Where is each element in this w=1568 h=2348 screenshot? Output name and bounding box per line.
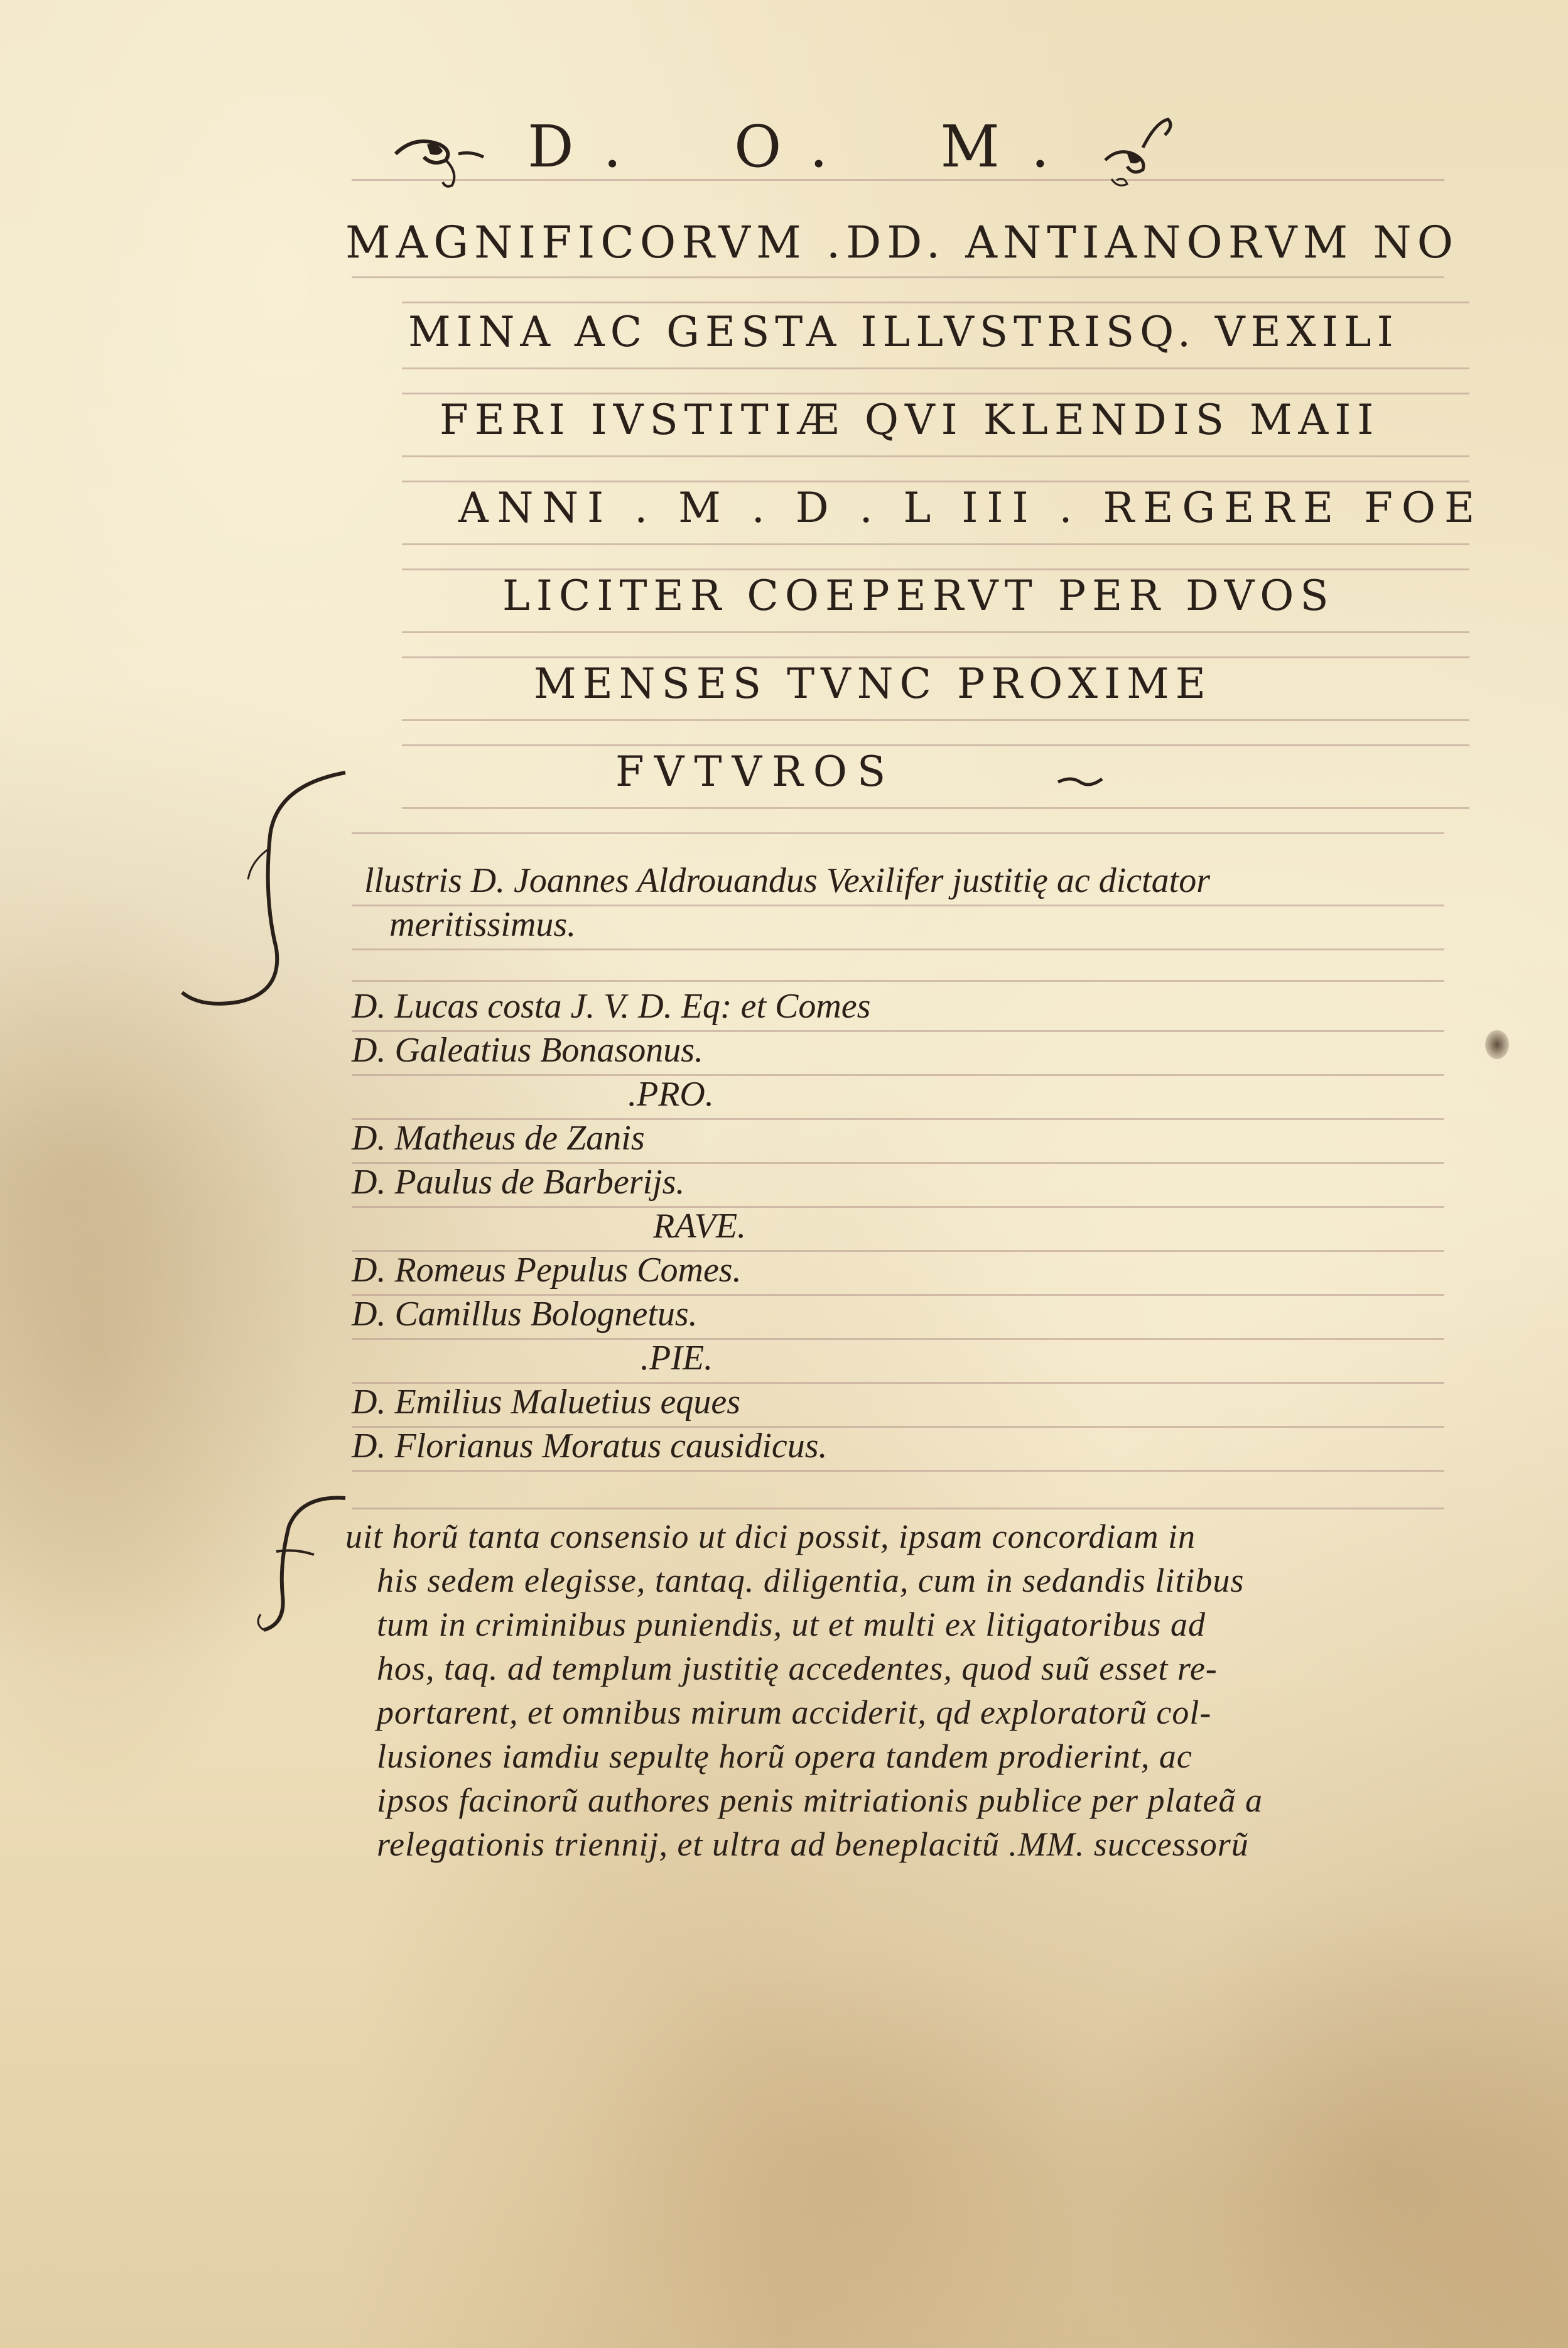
title-line: FERI IVSTITIÆ QVI KLENDIS MAII — [440, 396, 1380, 444]
narrative-line: his sedem elegisse, tantaq. diligentia, cum in sedandis litibus — [377, 1562, 1245, 1599]
name-entry: D. Galeatius Bonasonus. — [352, 1031, 703, 1070]
name-entry: D. Matheus de Zanis — [352, 1119, 645, 1158]
narrative-line: uit horũ tanta consensio ut dici possit, ipsam concordiam in — [345, 1518, 1196, 1555]
ruled-line — [402, 543, 1469, 545]
title-line: MENSES TVNC PROXIME — [534, 660, 1212, 708]
title-line: MINA AC GESTA ILLVSTRISQ. VEXILI — [408, 308, 1399, 356]
title-line: LICITER COEPERVT PER DVOS — [502, 572, 1335, 620]
narrative-line: lusiones iamdiu sepultę horũ opera tandem prodierint, ac — [377, 1737, 1192, 1775]
flourish-ornament — [1055, 769, 1105, 795]
narrative-line: relegationis triennij, et ultra ad beneplacitũ .MM. successorũ — [377, 1825, 1249, 1863]
ruled-line — [352, 1470, 1444, 1472]
quarter-label: .PIE. — [641, 1339, 713, 1378]
ruled-line — [402, 481, 1469, 482]
right-flourish-ornament — [1099, 110, 1181, 198]
title-line: MAGNIFICORVM .DD. ANTIANORVM NO — [345, 217, 1459, 268]
ink-blot — [1485, 1030, 1509, 1059]
narrative-line: ipsos facinorũ authores penis mitriationis publice per plateã a — [377, 1781, 1263, 1819]
title-line: FVTVROS — [615, 747, 896, 796]
ruled-line — [402, 393, 1469, 394]
ruled-line — [352, 1206, 1444, 1208]
name-entry: D. Paulus de Barberijs. — [352, 1163, 685, 1202]
ruled-line — [352, 1508, 1444, 1509]
name-entry: D. Romeus Pepulus Comes. — [352, 1251, 742, 1290]
ruled-line — [352, 948, 1444, 950]
ruled-line — [352, 1074, 1444, 1076]
name-entry: D. Florianus Moratus causidicus. — [352, 1427, 828, 1465]
first-entry-line: llustris D. Joannes Aldrouandus Vexilifer justitię ac dictator — [364, 861, 1211, 900]
title-line: ANNI . M . D . L III . REGERE FOE — [458, 484, 1484, 532]
quarter-label: RAVE. — [653, 1207, 747, 1246]
ruled-line — [402, 744, 1469, 746]
ruled-line — [402, 367, 1469, 369]
narrative-line: hos, taq. ad templum justitię accedentes, quod suũ esset re- — [377, 1650, 1218, 1687]
name-entry: D. Lucas costa J. V. D. Eq: et Comes — [352, 987, 871, 1026]
decorated-initial-f — [251, 1489, 377, 1639]
ruled-line — [352, 276, 1444, 278]
ruled-line — [402, 568, 1469, 570]
name-entry: D. Camillus Bolognetus. — [352, 1295, 698, 1334]
narrative-line: tum in criminibus puniendis, ut et multi ex litigatoribus ad — [377, 1606, 1206, 1643]
ruled-line — [402, 719, 1469, 721]
ruled-line — [352, 1338, 1444, 1340]
quarter-label: .PRO. — [628, 1075, 714, 1114]
dom-heading: D. O. M. — [527, 113, 1081, 180]
ruled-line — [402, 302, 1469, 303]
name-entry: D. Emilius Maluetius eques — [352, 1383, 741, 1421]
ruled-line — [402, 807, 1469, 809]
left-flourish-ornament — [389, 122, 490, 192]
stain — [565, 1947, 1130, 2348]
ruled-line — [402, 455, 1469, 457]
narrative-line: portarent, et omnibus mirum acciderit, qd exploratorũ col- — [377, 1693, 1212, 1731]
ruled-line — [402, 631, 1469, 633]
ruled-line — [352, 832, 1444, 834]
stain — [1068, 1884, 1568, 2348]
ruled-line — [402, 656, 1469, 658]
ruled-line — [352, 980, 1444, 982]
first-entry-line: meritissimus. — [389, 905, 576, 944]
